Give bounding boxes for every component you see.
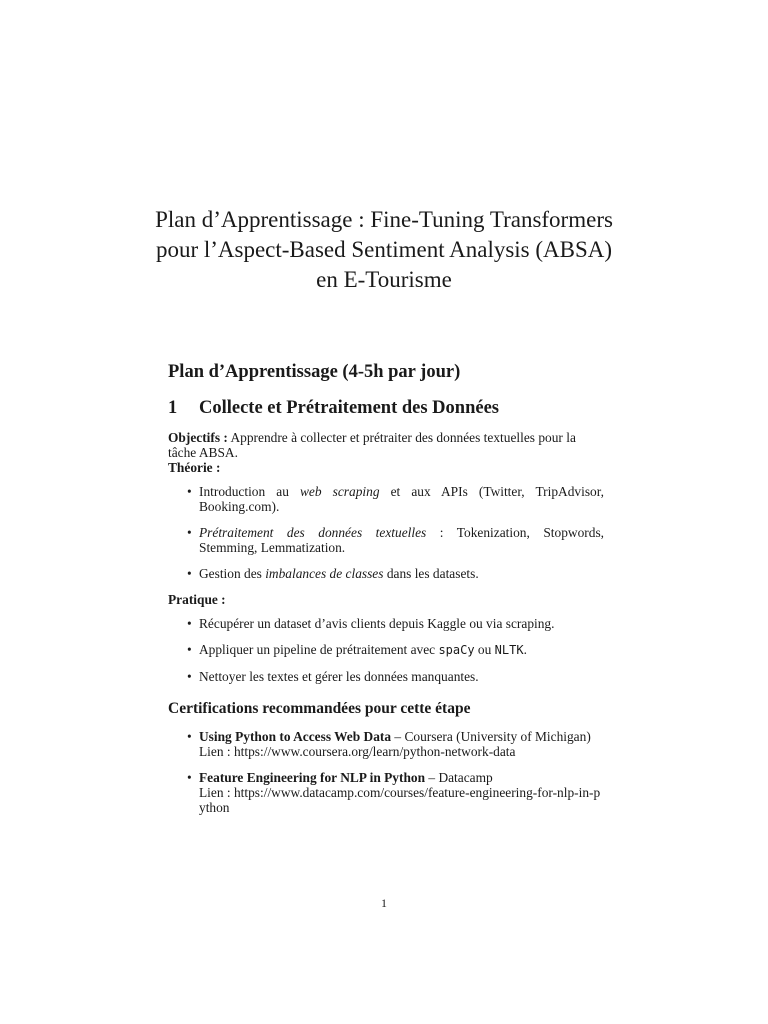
certifications-heading: Certifications recommandées pour cette étape xyxy=(168,700,471,717)
item-text: Gestion des xyxy=(199,566,266,581)
pratique-label: Pratique : xyxy=(168,592,226,607)
item-emphasis: web scraping xyxy=(300,484,380,499)
document-body xyxy=(168,358,604,826)
section-number: 1 xyxy=(168,398,178,418)
item-text: Nettoyer les textes et gérer les données manquantes. xyxy=(199,669,479,684)
list-item xyxy=(168,642,604,658)
item-text: Appliquer un pipeline de prétraitement avec xyxy=(199,642,439,657)
code-spacy: spaCy xyxy=(438,643,475,657)
objectifs-text: Apprendre à collecter et prétraiter des données textuelles pour la tâche ABSA. xyxy=(168,430,576,460)
title-line-1: Plan d’Apprentissage : Fine-Tuning Transformers xyxy=(155,207,613,232)
item-text: . xyxy=(523,642,527,657)
certification-link[interactable]: https://www.datacamp.com/courses/feature-engineering-for-nlp-in-python xyxy=(199,785,601,815)
list-item xyxy=(168,669,604,684)
bullet-icon: • xyxy=(187,669,192,684)
item-emphasis: imbalances de classes xyxy=(265,566,384,581)
certification-name: Using Python to Access Web Data xyxy=(199,729,392,744)
item-text: dans les datasets. xyxy=(383,566,479,581)
document-title xyxy=(100,205,668,295)
title-line-2: pour l’Aspect-Based Sentiment Analysis (ABSA) xyxy=(155,237,613,262)
list-item xyxy=(168,566,604,581)
bullet-icon: • xyxy=(187,566,192,581)
page-number: 1 xyxy=(381,896,387,910)
bullet-icon: • xyxy=(187,770,192,785)
bullet-icon: • xyxy=(187,616,192,631)
pratique-list xyxy=(168,616,604,684)
certification-name: Feature Engineering for NLP in Python xyxy=(199,770,426,785)
objectifs-label: Objectifs : xyxy=(168,430,228,445)
bullet-icon: • xyxy=(187,729,192,744)
item-text: Récupérer un dataset d’avis clients depuis Kaggle ou via scraping. xyxy=(199,616,555,631)
item-text: ou xyxy=(474,642,495,657)
certification-item xyxy=(168,729,604,759)
objectifs-paragraph xyxy=(168,430,604,460)
certification-provider: – Coursera (University of Michigan) xyxy=(391,729,591,744)
link-label: Lien : xyxy=(199,785,234,800)
item-emphasis: Prétraitement des données textuelles xyxy=(199,525,427,540)
plan-heading: Plan d’Apprentissage (4-5h par jour) xyxy=(168,362,461,382)
bullet-icon: • xyxy=(187,484,192,499)
list-item xyxy=(168,484,604,514)
list-item xyxy=(168,525,604,555)
bullet-icon: • xyxy=(187,642,192,657)
theorie-label: Théorie : xyxy=(168,460,221,475)
item-text: Introduction au xyxy=(199,484,300,499)
certification-provider: – Datacamp xyxy=(425,770,493,785)
item-text: et aux APIs (Twitter, TripAdvisor, Booking.com). xyxy=(199,484,604,514)
code-nltk: NLTK xyxy=(494,643,524,657)
title-line-3: en E-Tourisme xyxy=(316,267,452,292)
section-heading xyxy=(168,394,604,422)
list-item xyxy=(168,616,604,631)
bullet-icon: • xyxy=(187,525,192,540)
certifications-list xyxy=(168,729,604,815)
certification-link[interactable]: https://www.coursera.org/learn/python-network-data xyxy=(233,744,516,759)
section-title: Collecte et Prétraitement des Données xyxy=(199,398,499,418)
link-label: Lien : xyxy=(199,744,234,759)
theorie-list xyxy=(168,484,604,581)
certification-item xyxy=(168,770,604,815)
item-text: : Tokenization, Stopwords, Stemming, Lemmatization. xyxy=(199,525,604,555)
